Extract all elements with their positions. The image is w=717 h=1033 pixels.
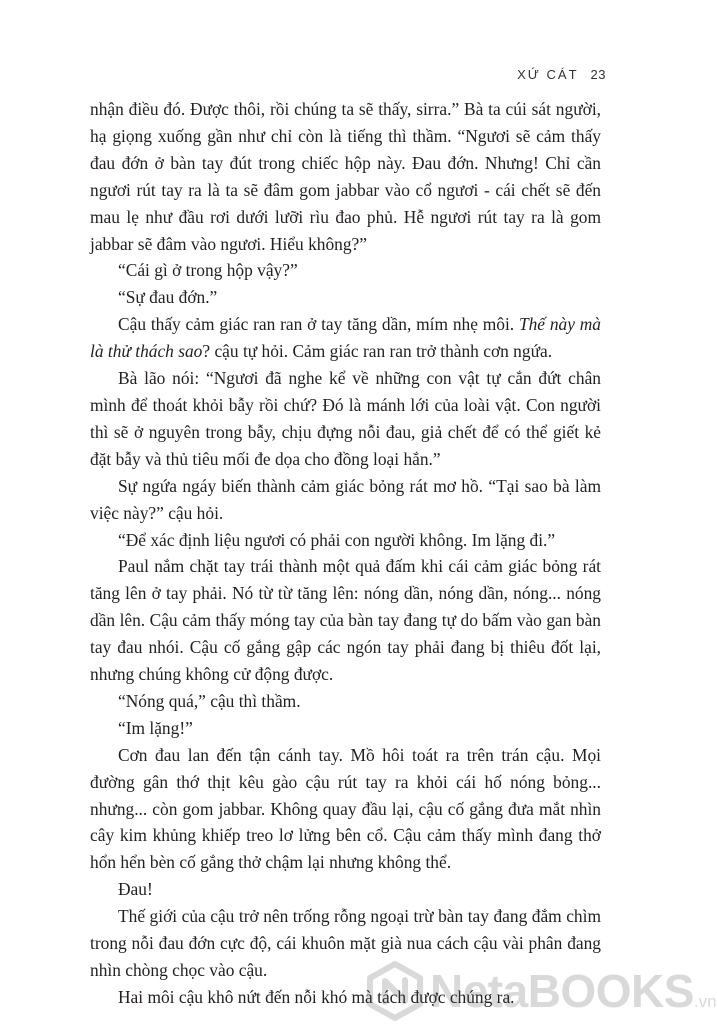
paragraph (90, 311, 601, 365)
paragraph: “Sự đau đớn.” (118, 287, 218, 308)
netabooks-logo-icon (366, 962, 424, 1020)
paragraph: “Im lặng!” (118, 717, 193, 738)
paragraph: Bà lão nói: “Ngươi đã nghe kể về những con vật tự cắn đứt chân mình để thoát khỏi bẫy rồi chứ? Đó là mánh lới của loài vật. Con người thì sẽ ở nguyên trong bẫy, chịu đựng nỗi đau, giả chết để có thể giết kẻ đặt bẫy và thủ tiêu mối đe dọa cho đồng loại hắn.” (90, 368, 601, 469)
paragraph: “Cái gì ở trong hộp vậy?” (118, 260, 298, 281)
paragraph: Hai môi cậu khô nứt đến nỗi khó mà tách được chúng ra. (118, 986, 515, 1007)
page-number: 23 (590, 67, 606, 82)
paragraph: Cơn đau lan đến tận cánh tay. Mồ hôi toát ra trên trán cậu. Mọi đường gân thớ thịt kêu gào cậu rút tay ra khỏi cái hố nóng bỏng... nhưng... còn gom jabbar. Không quay đầu lại, cậu cố gắng đưa mắt nhìn cây kim khủng khiếp treo lơ lửng bên cổ. Cậu cảm thấy mình đang thở hổn hển bèn cố gắng thở chậm lại nhưng không thể. (90, 744, 601, 873)
paragraph: “Để xác định liệu ngươi có phải con người không. Im lặng đi.” (118, 529, 556, 550)
running-header (517, 67, 606, 82)
watermark-brand: NetaBOOKS (430, 965, 694, 1017)
watermark-tld: .vn (693, 992, 717, 1011)
paragraph: Sự ngứa ngáy biến thành cảm giác bỏng rát mơ hồ. “Tại sao bà làm việc này?” cậu hỏi. (90, 475, 601, 523)
body-text (90, 96, 601, 1011)
paragraph: “Nóng quá,” cậu thì thầm. (118, 690, 301, 711)
chapter-title: XỨ CÁT (517, 67, 579, 82)
paragraph: Thế giới của cậu trở nên trống rỗng ngoại trừ bàn tay đang đắm chìm trong nỗi đau đớn cực độ, cái khuôn mặt già nua cách cậu vài phân đang nhìn chòng chọc vào cậu. (90, 906, 601, 980)
paragraph: Đau! (118, 879, 153, 900)
paragraph-text: ? cậu tự hỏi. Cảm giác ran ran trở thành cơn ngứa. (202, 341, 553, 362)
watermark-text (430, 964, 717, 1018)
paragraph-text: Cậu thấy cảm giác ran ran ở tay tăng dần, mím nhẹ môi. (118, 314, 519, 335)
watermark (366, 960, 717, 1026)
paragraph: nhận điều đó. Được thôi, rồi chúng ta sẽ thấy, sirra.” Bà ta cúi sát người, hạ giọng xuống gần như chỉ còn là tiếng thì thầm. “Ngươi sẽ cảm thấy đau đớn ở bàn tay đút trong chiếc hộp này. Đau đớn. Nhưng! Chỉ cần ngươi rút tay ra là ta sẽ đâm gom jabbar vào cổ ngươi - cái chết sẽ đến mau lẹ như đầu rơi dưới lưỡi rìu đao phủ. Hễ ngươi rút tay ra là gom jabbar sẽ đâm vào ngươi. Hiểu không?” (90, 99, 601, 254)
paragraph: Paul nắm chặt tay trái thành một quả đấm khi cái cảm giác bỏng rát tăng lên ở tay phải. Nó từ từ tăng lên: nóng dần, nóng dần, nóng... nóng dần lên. Cậu cảm thấy móng tay của bàn tay đang tự do bấm vào gan bàn tay đau nhói. Cậu cố gắng gập các ngón tay phải đang bị thiêu đốt lại, nhưng chúng không cử động được. (90, 556, 601, 685)
italic-thought: Thế này mà là thử thách sao (90, 314, 601, 362)
